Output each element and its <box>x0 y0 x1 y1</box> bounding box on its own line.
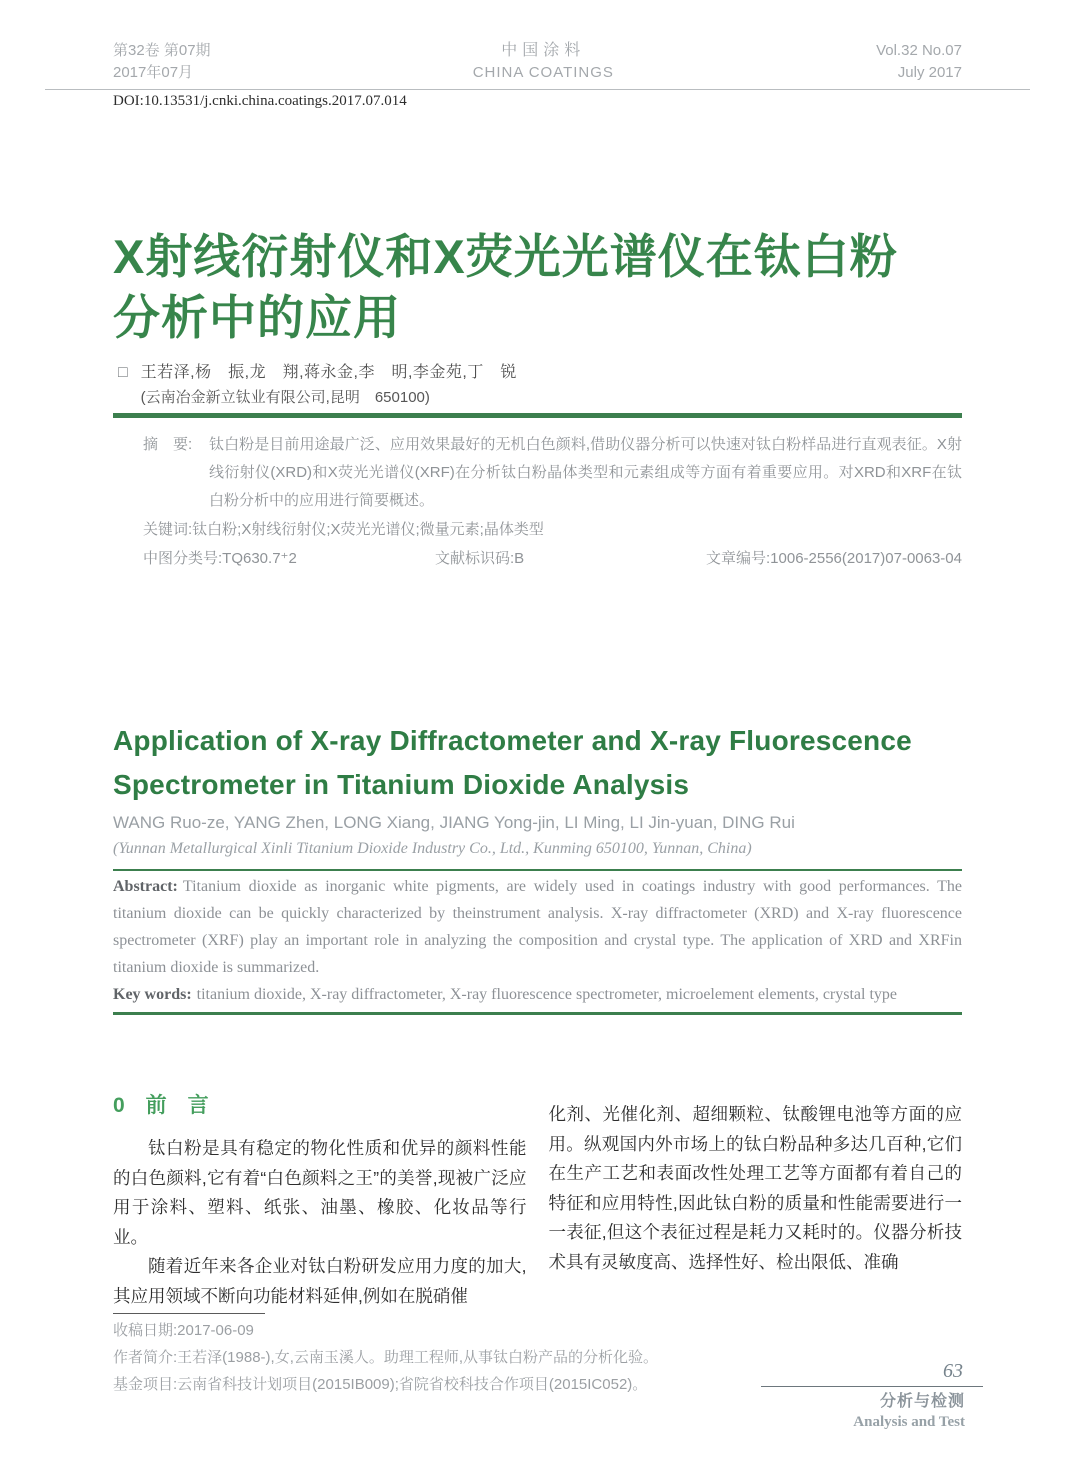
abstract-bottom-rule <box>113 1012 962 1015</box>
cn-meta-block <box>143 431 962 573</box>
english-block <box>113 719 962 1015</box>
article-title-en <box>113 719 962 807</box>
affiliation-en: (Yunnan Metallurgical Xinli Titanium Dioxide Industry Co., Ltd., Kunming 650100, Yunnan, China) <box>113 840 752 857</box>
intro-column-right <box>549 1090 963 1311</box>
article-title-cn <box>113 226 962 348</box>
footnote-funding: 基金项目:云南省科技计划项目(2015IB009);省院省校科技合作项目(2015IC052)。 <box>113 1376 648 1393</box>
keywords-en-text: titanium dioxide, X-ray diffractometer, X-ray fluorescence spectrometer, microelement elements, crystal type <box>196 986 898 1003</box>
issue-number-cn: 第32卷 第07期 <box>113 42 211 59</box>
abstract-en-text: Titanium dioxide as inorganic white pigments, are widely used in coatings industry with good performances. The titanium dioxide can be quickly characterized by theinstrument analysis. X-ray diffractometer (XRD) and X-ray fluorescence spectrometer (XRF) play an important role in analyzing the composition and crystal type. The application of XRD and XRFin titanium dioxide is summarized. <box>113 878 962 976</box>
keywords-cn-label: 关键词: <box>143 521 193 538</box>
keywords-cn-text: 钛白粉;X射线衍射仪;X荧光光谱仪;微量元素;晶体类型 <box>192 521 544 538</box>
clc-number: 中图分类号:TQ630.7⁺2 <box>143 550 297 567</box>
section-heading-intro: 0 前 言 <box>113 1094 209 1117</box>
journal-name-en: CHINA COATINGS <box>472 64 614 81</box>
abstract-en-paragraph <box>113 873 962 981</box>
byline-text <box>141 360 517 410</box>
footnote-author-biography: 作者简介:王若泽(1988-),女,云南玉溪人。助理工程师,从事钛白粉产品的分析化验。 <box>113 1349 659 1366</box>
abstract-en-label: Abstract: <box>113 878 178 895</box>
issue-date-en: July 2017 <box>897 64 962 81</box>
header-journal <box>473 40 614 84</box>
article-content <box>0 226 1075 1398</box>
keywords-en-label: Key words: <box>113 986 192 1003</box>
intro-paragraph-1: 钛白粉是具有稳定的物化性质和优异的颜料性能的白色颜料,它有着“白色颜料之王”的美誉,现被广泛应用于涂料、塑料、纸张、油墨、橡胶、化妆品等行业。 <box>113 1138 527 1247</box>
footnote-rule <box>113 1313 265 1314</box>
footer-rule <box>761 1386 983 1387</box>
abstract-en <box>113 873 962 1008</box>
intro-column-left <box>113 1090 527 1311</box>
classification-row <box>143 545 962 573</box>
page-footer <box>761 1358 983 1433</box>
article-title-en-line1: Application of X-ray Diffractometer and X-ray Fluorescence <box>113 725 912 756</box>
abstract-top-rule <box>113 869 962 871</box>
document-code: 文献标识码:B <box>435 550 525 567</box>
page-header <box>0 0 1075 110</box>
abstract-cn <box>143 431 962 515</box>
square-marker-icon: □ <box>118 364 128 381</box>
header-issue-cn <box>113 40 211 84</box>
journal-name-cn: 中国涂料 <box>501 42 586 59</box>
authors-en: WANG Ruo-ze, YANG Zhen, LONG Xiang, JIANG Yong-jin, LI Ming, LI Jin-yuan, DING Rui <box>113 813 795 832</box>
affiliation-cn: (云南冶金新立钛业有限公司,昆明 650100) <box>140 389 430 406</box>
article-id: 文章编号:1006-2556(2017)07-0063-04 <box>706 550 962 567</box>
header-row <box>45 40 1030 84</box>
footer-section-cn: 分析与检测 <box>879 1393 965 1410</box>
keywords-en-paragraph <box>113 981 962 1008</box>
article-title-cn-line2: 分析中的应用 <box>113 291 401 344</box>
intro-paragraph-2-right: 化剂、光催化剂、超细颗粒、钛酸锂电池等方面的应用。纵观国内外市场上的钛白粉品种多达几百种,它们在生产工艺和表面改性处理工艺等方面都有着自己的特征和应用特性,因此钛白粉的质量和性能需要进行一一表征,但这个表征过程是耗力又耗时的。仪器分析技术具有灵敏度高、选择性好、检出限低、准确 <box>548 1104 962 1272</box>
article-title-en-line2: Spectrometer in Titanium Dioxide Analysis <box>113 769 690 800</box>
footer-section-en: Analysis and Test <box>853 1414 965 1430</box>
issue-number-en: Vol.32 No.07 <box>876 42 962 59</box>
keywords-cn <box>143 516 962 544</box>
authors-cn: 王若泽,杨 振,龙 翔,蒋永金,李 明,李金苑,丁 锐 <box>140 364 517 381</box>
intro-paragraph-2-left: 随着近年来各企业对钛白粉研发应用力度的加大,其应用领域不断向功能材料延伸,例如在脱硝催 <box>113 1256 527 1306</box>
footnote-received-date: 收稿日期:2017-06-09 <box>113 1322 254 1339</box>
abstract-cn-text: 钛白粉是目前用途最广泛、应用效果最好的无机白色颜料,借助仪器分析可以快速对钛白粉样品进行直观表征。X射线衍射仪(XRD)和X荧光光谱仪(XRF)在分析钛白粉晶体类型和元素组成等方面有着重要应用。对XRD和XRF在钛白粉分析中的应用进行简要概述。 <box>209 436 962 509</box>
abstract-cn-label: 摘 要: <box>143 436 193 453</box>
page-number: 63 <box>943 1360 963 1382</box>
byline <box>118 360 962 410</box>
intro-columns <box>113 1090 962 1311</box>
title-divider-rule <box>113 413 962 418</box>
header-issue-en <box>876 40 962 84</box>
issue-date-cn: 2017年07月 <box>113 64 194 81</box>
article-title-cn-line1: X射线衍射仪和X荧光光谱仪在钛白粉 <box>113 230 898 283</box>
doi: DOI:10.13531/j.cnki.china.coatings.2017.07.014 <box>113 93 407 109</box>
